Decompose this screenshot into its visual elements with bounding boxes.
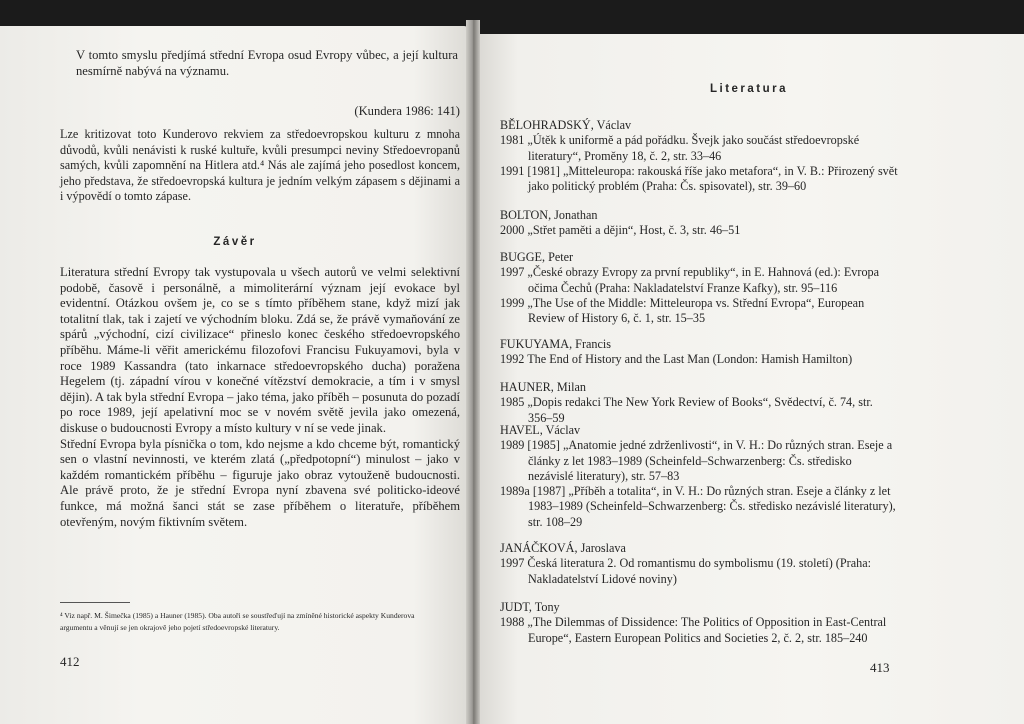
opening-quote: V tomto smyslu předjímá střední Evropa osud Evropy vůbec, a její kultura nesmírně nabývá na významu.: [76, 48, 458, 78]
bib-group: [500, 337, 900, 368]
bib-group: [500, 541, 900, 587]
section-heading-zaver: Závěr: [213, 236, 257, 248]
quote-citation: (Kundera 1986: 141): [354, 104, 460, 118]
bib-entry: 1997 Česká literatura 2. Od romantismu do symbolismu (19. století) (Praha: Nakladatelství Lidové noviny): [500, 556, 871, 586]
bib-entry: 1997 „České obrazy Evropy za první republiky“, in E. Hahnová (ed.): Evropa očima Čechů (Praha: Nakladatelství Franze Kafky), str. 95–116: [500, 265, 880, 295]
bib-group: [500, 423, 900, 530]
page-number-left: 412: [60, 654, 80, 669]
bib-entry: 1991 [1981] „Mitteleuropa: rakouská říše jako metafora“, in V. B.: Přirozený svět jako politický problém (Praha: Čs. spisovatel), str. 39–60: [500, 163, 898, 194]
footnote-divider: [60, 602, 130, 603]
bib-author: BĚLOHRADSKÝ, Václav: [500, 118, 632, 132]
bib-group: [500, 250, 900, 326]
paragraph-conclusion: Literatura střední Evropy tak vystupovala u všech autorů ve velmi selektivní podobě, časově i personálně, a mimoliterární význam její evokace byl evidentní. Otázkou ovšem je, co se s tímto příběhem stane, když mizí jak totalitní tlak, tak i zajetí ve východním bloku. Zdá se, že právě vymaňování ze spárů „východní, cizí civilizace“ přineslo konec českého středoevropského příběhu. Máme-li věřit americkému filozofovi Francisu Fukuyamovi, byla v roce 1989 Kassandra (tato inkarnace středoevropského ducha) poražena Hegelem (tj. západní vírou v konečné vítězství demokracie, a tím i v smysl dějin). A tak byla střední Evropa – jako téma, jako příběh – posunuta do pozadí po roce 1989, její apelativní moc se v novém světě jevila jako omezená, diskuse o budoucnosti Evropy a místo kultury v ní se vede jinak. Střední Evropa byla písnička o tom, kdo nejsme a kdo chceme být, romantický sen o vlastní nevinnosti, ve kterém zlatá („předpotopní“) minulost – jako v každém romantickém příběhu – figuruje jako obraz vytouženě budoucnosti. Ale právě proto, že je střední Evropa nyní zbavena své politicko-ideové funkce, má možná šanci stát se zase příběhem o literatuře, příběhem otevřeným, novým fiktivním světem.: [60, 265, 460, 529]
bib-entry: 1989a [1987] „Příběh a totalita“, in V. H.: Do různých stran. Eseje a články z let 1983–1989 (Scheinfeld–Schwarzenberg: Čs. středisko nezávislé literatury), str. 108–29: [500, 484, 896, 529]
bib-entry: 1988 „The Dilemmas of Dissidence: The Politics of Opposition in East-Central Europe“, Eastern European Politics and Societies 2, č. 2, str. 185–240: [500, 615, 887, 645]
bib-group: [500, 118, 900, 194]
bib-entry: 1985 „Dopis redakci The New York Review of Books“, Svědectví, č. 74, str. 356–59: [500, 395, 873, 425]
bib-author: JANÁČKOVÁ, Jaroslava: [500, 541, 626, 555]
bib-entry: 1999 „The Use of the Middle: Mitteleuropa vs. Střední Evropa“, European Review of History 6, č. 1, str. 15–35: [500, 295, 865, 326]
paragraph-critique: Lze kritizovat toto Kunderovo rekviem za středoevropskou kulturu z mnoha důvodů, kvůli nenávisti k ruské kultuře, kvůli presumpci neviny Středoevropanů samých, kvůli zapomnění na Hitlera atd.⁴ Nás ale zajímá jeho posedlost koncem, jeho představa, že středoevropská kultura je jedním velkým zápasem s dějinami a i výpovědí o tomto zápase.: [60, 127, 460, 204]
bib-author: BUGGE, Peter: [500, 250, 574, 264]
bib-entry: 1992 The End of History and the Last Man (London: Hamish Hamilton): [500, 352, 853, 367]
bib-author: FUKUYAMA, Francis: [500, 337, 612, 351]
bib-group: [500, 600, 900, 646]
bib-author: HAVEL, Václav: [500, 423, 581, 437]
bib-group: [500, 380, 900, 426]
bib-group: [500, 208, 900, 239]
bib-author: HAUNER, Milan: [500, 380, 586, 394]
bib-entry: 2000 „Střet paměti a dějin“, Host, č. 3, str. 46–51: [500, 223, 741, 238]
bib-author: BOLTON, Jonathan: [500, 208, 598, 222]
footnote: ⁴ Viz např. M. Šimečka (1985) a Hauner (1985). Oba autoři se soustřeďují na zmíněné historické aspekty Kunderova argumentu a věnují se jen okrajově jeho pojetí středoevropské literatury.: [60, 611, 415, 632]
page-number-right: 413: [870, 660, 890, 675]
book-gutter: [466, 20, 480, 724]
bib-entry: 1981 „Útěk k uniformě a pád pořádku. Švejk jako součást středoevropské literatury“, Proměny 18, č. 2, str. 33–46: [500, 133, 860, 163]
bib-entry: 1989 [1985] „Anatomie jedné zdrženlivosti“, in V. H.: Do různých stran. Eseje a články z let 1983–1989 (Scheinfeld–Schwarzenberg: Čs. středisko nezávislé literatury), str. 57–83: [500, 438, 893, 483]
section-heading-literatura: Literatura: [709, 83, 789, 95]
bib-author: JUDT, Tony: [500, 600, 560, 614]
